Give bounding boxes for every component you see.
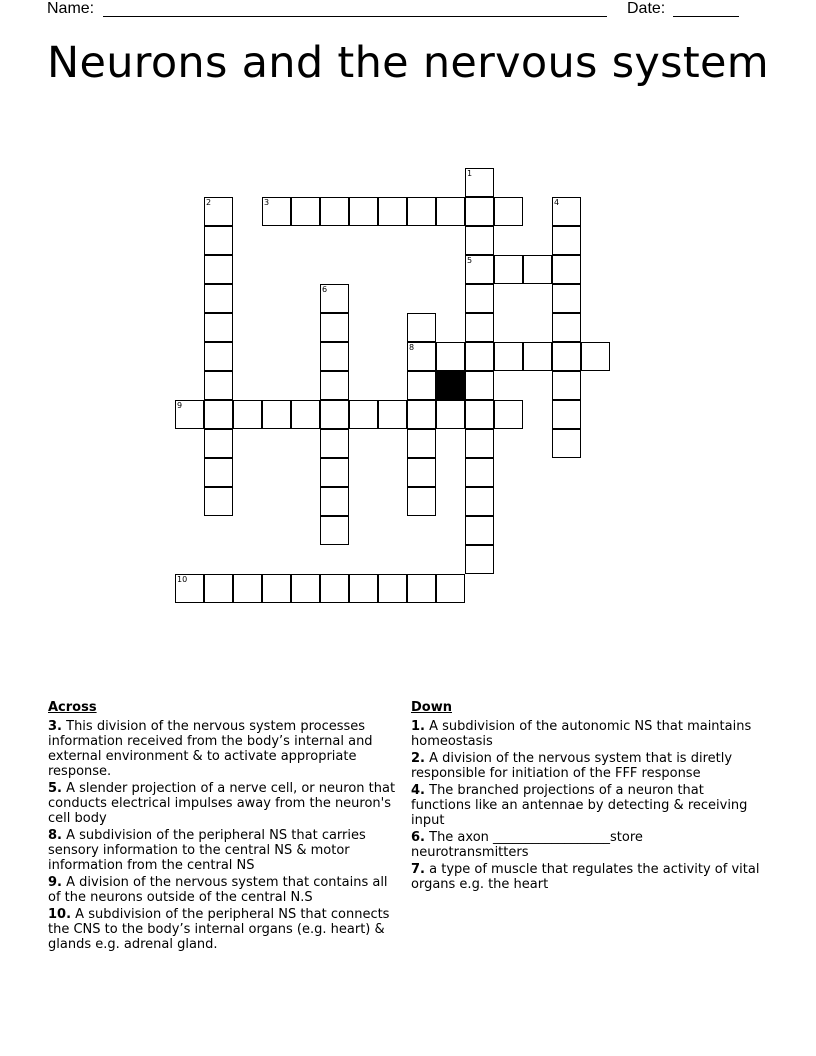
crossword-cell[interactable] — [320, 429, 349, 458]
clue-number: 6. — [411, 830, 425, 845]
crossword-cell[interactable] — [552, 429, 581, 458]
crossword-cell[interactable] — [262, 574, 291, 603]
clue-text: The branched projections of a neuron that functions like an antennae by detecting & receiving input — [411, 783, 748, 828]
crossword-cell[interactable] — [407, 197, 436, 226]
crossword-cell[interactable] — [320, 574, 349, 603]
crossword-cell[interactable] — [291, 400, 320, 429]
cell-number: 9 — [177, 401, 183, 410]
clue-text: A slender projection of a nerve cell, or neuron that conducts electrical impulses away from the neuron's cell body — [48, 781, 396, 826]
clue-number: 3. — [48, 719, 62, 734]
clue-number: 7. — [411, 862, 425, 877]
crossword-cell[interactable] — [349, 400, 378, 429]
clue-across-5 — [48, 781, 400, 826]
crossword-cell[interactable] — [552, 284, 581, 313]
crossword-cell[interactable] — [204, 371, 233, 400]
crossword-cell[interactable] — [407, 400, 436, 429]
clue-number: 10. — [48, 907, 72, 922]
cell-number: 8 — [409, 343, 415, 352]
crossword-cell[interactable] — [204, 458, 233, 487]
crossword-cell[interactable] — [552, 371, 581, 400]
clue-across-10 — [48, 907, 400, 952]
clue-text: A division of the nervous system that is diretly responsible for initiation of the FFF response — [411, 751, 733, 781]
crossword-cell[interactable] — [465, 429, 494, 458]
crossword-cell[interactable] — [407, 487, 436, 516]
crossword-cell[interactable] — [204, 197, 233, 226]
crossword-cell[interactable] — [320, 197, 349, 226]
clue-text: A subdivision of the peripheral NS that carries sensory information to the central NS & motor information from the central NS — [48, 828, 366, 873]
crossword-cell[interactable] — [378, 197, 407, 226]
clue-across-9 — [48, 875, 400, 905]
crossword-cell[interactable] — [320, 487, 349, 516]
clue-text: A subdivision of the peripheral NS that connects the CNS to the body’s internal organs (e.g. heart) & glands e.g. adrenal gland. — [48, 907, 390, 952]
crossword-cell[interactable] — [262, 197, 291, 226]
crossword-cell[interactable] — [204, 429, 233, 458]
crossword-cell[interactable] — [233, 574, 262, 603]
crossword-cell[interactable] — [465, 168, 494, 197]
clue-down-2 — [411, 751, 763, 781]
crossword-cell[interactable] — [465, 313, 494, 342]
date-label: Date: — [627, 0, 666, 17]
clue-text: The axon __________________store neurotransmitters — [411, 830, 643, 860]
crossword-cell[interactable] — [465, 226, 494, 255]
clue-number: 5. — [48, 781, 62, 796]
crossword-cell[interactable] — [523, 342, 552, 371]
crossword-cell[interactable] — [204, 284, 233, 313]
crossword-cell[interactable] — [407, 313, 436, 342]
crossword-cell[interactable] — [320, 516, 349, 545]
crossword-cell[interactable] — [349, 574, 378, 603]
crossword-cell[interactable] — [349, 197, 378, 226]
crossword-cell[interactable] — [204, 574, 233, 603]
crossword-cell[interactable] — [204, 400, 233, 429]
crossword-cell[interactable] — [465, 197, 494, 226]
clue-number: 2. — [411, 751, 425, 766]
crossword-cell[interactable] — [465, 284, 494, 313]
crossword-cell[interactable] — [320, 313, 349, 342]
clue-text: A division of the nervous system that contains all of the neurons outside of the central N.S — [48, 875, 388, 905]
clue-text: This division of the nervous system processes information received from the body’s internal and external environment & to activate appropriate response. — [48, 719, 373, 779]
crossword-cell[interactable] — [552, 400, 581, 429]
clue-across-8 — [48, 828, 400, 873]
clue-down-1 — [411, 719, 763, 749]
clue-number: 9. — [48, 875, 62, 890]
crossword-cell[interactable] — [465, 400, 494, 429]
name-label: Name: — [47, 0, 95, 17]
crossword-cell[interactable] — [204, 487, 233, 516]
crossword-cell[interactable] — [378, 400, 407, 429]
crossword-cell[interactable] — [262, 400, 291, 429]
crossword-cell[interactable] — [436, 197, 465, 226]
across-heading: Across — [48, 700, 97, 715]
page-title: Neurons and the nervous system — [47, 38, 769, 88]
clue-across-3 — [48, 719, 400, 779]
clue-number: 1. — [411, 719, 425, 734]
clue-down-4 — [411, 783, 763, 828]
crossword-cell[interactable] — [204, 226, 233, 255]
crossword-cell[interactable] — [407, 429, 436, 458]
crossword-cell[interactable] — [552, 197, 581, 226]
crossword-cell[interactable] — [436, 574, 465, 603]
crossword-cell[interactable] — [494, 197, 523, 226]
crossword-cell[interactable] — [291, 197, 320, 226]
down-heading: Down — [411, 700, 452, 715]
cell-number: 6 — [322, 285, 328, 294]
cell-number: 1 — [467, 169, 473, 178]
crossword-cell[interactable] — [465, 371, 494, 400]
crossword-cell[interactable] — [233, 400, 262, 429]
crossword-cell[interactable] — [465, 458, 494, 487]
cell-number: 5 — [467, 256, 473, 265]
crossword-cell[interactable] — [204, 313, 233, 342]
crossword-cell[interactable] — [465, 342, 494, 371]
clue-down-6 — [411, 830, 763, 860]
crossword-cell[interactable] — [494, 342, 523, 371]
crossword-cell[interactable] — [204, 255, 233, 284]
crossword-cell[interactable] — [320, 342, 349, 371]
crossword-cell[interactable] — [552, 313, 581, 342]
cell-number: 2 — [206, 198, 212, 207]
clue-text: a type of muscle that regulates the activity of vital organs e.g. the heart — [411, 862, 760, 892]
black-square — [436, 371, 465, 400]
crossword-cell[interactable] — [436, 342, 465, 371]
clue-number: 8. — [48, 828, 62, 843]
clue-down-7 — [411, 862, 763, 892]
crossword-cell[interactable] — [407, 458, 436, 487]
cell-number: 3 — [264, 198, 270, 207]
crossword-cell[interactable] — [465, 545, 494, 574]
crossword-cell[interactable] — [320, 400, 349, 429]
crossword-cell[interactable] — [291, 574, 320, 603]
crossword-cell[interactable] — [465, 516, 494, 545]
crossword-cell[interactable] — [494, 400, 523, 429]
crossword-cell[interactable] — [175, 574, 204, 603]
crossword-cell[interactable] — [407, 342, 436, 371]
crossword-cell[interactable] — [465, 487, 494, 516]
crossword-cell[interactable] — [552, 255, 581, 284]
crossword-cell[interactable] — [436, 400, 465, 429]
crossword-cell[interactable] — [581, 342, 610, 371]
cell-number: 4 — [554, 198, 560, 207]
crossword-cell[interactable] — [204, 342, 233, 371]
cell-number: 10 — [177, 575, 188, 584]
crossword-cell[interactable] — [465, 255, 494, 284]
crossword-cell[interactable] — [552, 226, 581, 255]
crossword-cell[interactable] — [407, 574, 436, 603]
crossword-cell[interactable] — [378, 574, 407, 603]
crossword-cell[interactable] — [320, 371, 349, 400]
clue-number: 4. — [411, 783, 425, 798]
crossword-cell[interactable] — [552, 342, 581, 371]
crossword-cell[interactable] — [523, 255, 552, 284]
crossword-cell[interactable] — [407, 371, 436, 400]
clue-text: A subdivision of the autonomic NS that maintains homeostasis — [411, 719, 752, 749]
crossword-cell[interactable] — [175, 400, 204, 429]
down-clues — [411, 700, 763, 894]
crossword-cell[interactable] — [320, 458, 349, 487]
crossword-cell[interactable] — [494, 255, 523, 284]
crossword-cell[interactable] — [320, 284, 349, 313]
across-clues — [48, 700, 400, 954]
